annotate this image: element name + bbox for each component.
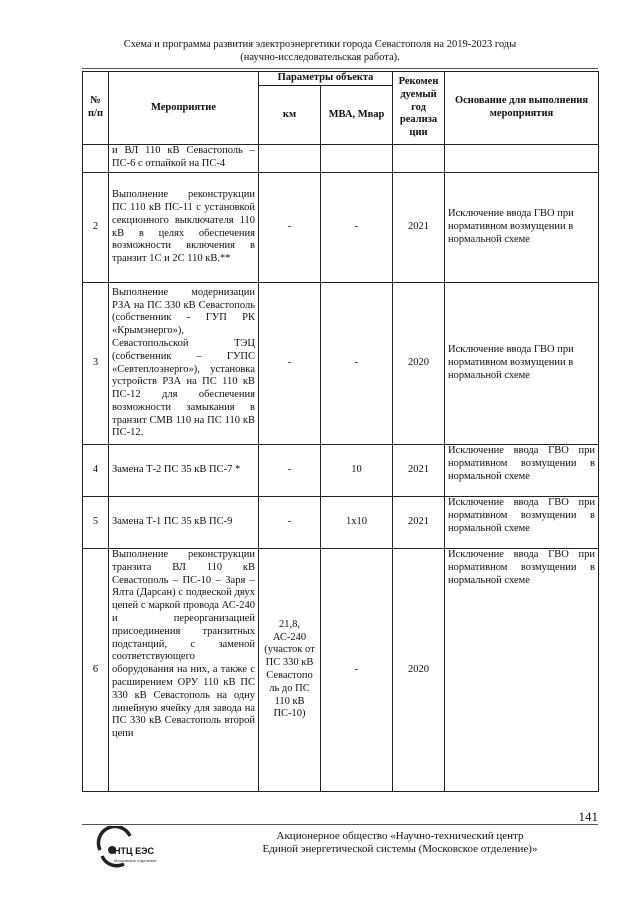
row-year: 2020: [393, 283, 445, 445]
logo-subtext: Московское отделение: [114, 858, 157, 863]
row-mva: 1х10: [321, 497, 393, 549]
col-km-header: км: [259, 86, 321, 145]
row-year: 2020: [393, 549, 445, 792]
row-year: 2021: [393, 497, 445, 549]
events-table: [82, 71, 599, 792]
row-basis: [445, 145, 599, 173]
table-row: [83, 445, 599, 497]
row-event: Выполнение реконструкции ПС 110 кВ ПС-11 с установкой секционного выключателя 110 кВ в целях обеспечения возможности включения в транзит 1С и 2С 110 кВ.**: [109, 173, 259, 283]
header-line-2: (научно-исследовательская работа).: [240, 52, 400, 63]
header-line-1: Схема и программа развития электроэнергетики города Севастополя на 2019-2023 годы: [123, 39, 517, 50]
row-basis: Исключение ввода ГВО при нормативном возмущении в нормальной схеме: [445, 173, 599, 283]
row-event: Выполнение реконструкции транзита ВЛ 110 кВ Севастополь – ПС-10 – Заря – Ялта (Дарсан) с подвеской двух цепей с маркой провода АС-240 и переорганизацией присоединения транзитных подстанций, с заменой соответствующего оборудования на них, а также с расширением ОРУ 110 кВ ПС 330 кВ Севастополь на одну линейную ячейку для завода на ПС 330 кВ Севастополь второй цепи: [109, 549, 259, 792]
col-event-header: Мероприятие: [109, 72, 259, 145]
table-row: [83, 173, 599, 283]
page-number: 141: [578, 809, 598, 824]
header-rule: [82, 68, 598, 69]
row-num: 6: [83, 549, 109, 792]
col-year-header: Рекомен дуемый год реализа ции: [393, 72, 445, 145]
row-year: 2021: [393, 445, 445, 497]
row-km: -: [259, 497, 321, 549]
logo-text: НТЦ ЕЭС: [114, 846, 154, 856]
col-basis-header: Основание для выполнения мероприятия: [445, 72, 599, 145]
row-mva: -: [321, 549, 393, 792]
row-km: -: [259, 283, 321, 445]
row-basis: Исключение ввода ГВО при нормативном возмущении в нормальной схеме: [445, 445, 599, 497]
row-mva: 10: [321, 445, 393, 497]
page-footer: [200, 830, 600, 856]
ntc-ees-logo-icon: [90, 826, 160, 870]
row-event: Замена Т-1 ПС 35 кВ ПС-9: [109, 497, 259, 549]
footer-line-2: Единой энергетической системы (Московское отделение)»: [262, 843, 538, 855]
page-header: [0, 38, 640, 64]
col-params-header: Параметры объекта: [259, 72, 393, 86]
row-year: 2021: [393, 173, 445, 283]
table-row: [83, 549, 599, 792]
row-basis: Исключение ввода ГВО при нормативном возмущении в нормальной схеме: [445, 497, 599, 549]
footer-rule: [82, 824, 598, 825]
row-event: и ВЛ 110 кВ Севастополь – ПС-6 с отпайкой на ПС-4: [109, 145, 259, 173]
row-num: 5: [83, 497, 109, 549]
row-year: [393, 145, 445, 173]
row-km: -: [259, 445, 321, 497]
row-mva: -: [321, 173, 393, 283]
table-row: [83, 283, 599, 445]
row-basis: Исключение ввода ГВО при нормативном возмущении в нормальной схеме: [445, 283, 599, 445]
row-num: 2: [83, 173, 109, 283]
table-row: [83, 497, 599, 549]
row-basis: Исключение ввода ГВО при нормативном возмущении в нормальной схеме: [445, 549, 599, 792]
row-mva: [321, 145, 393, 173]
table-row: [83, 145, 599, 173]
row-km: 21,8, АС-240 (участок от ПС 330 кВ Севастопо ль до ПС 110 кВ ПС-10): [259, 549, 321, 792]
col-num-header: № п/п: [83, 72, 109, 145]
row-mva: -: [321, 283, 393, 445]
row-km: -: [259, 173, 321, 283]
row-event: Замена Т-2 ПС 35 кВ ПС-7 *: [109, 445, 259, 497]
footer-line-1: Акционерное общество «Научно-технический центр: [276, 830, 524, 842]
row-event: Выполнение модернизации РЗА на ПС 330 кВ Севастополь (собственник - ГУП РК «Крымэнерго»), Севастопольской ТЭЦ (собственник – ГУПС «Севтеплоэнерго»), установка устройств РЗА на ПС 110 кВ ПС-12 для обеспечения возможности замыкания в транзит СМВ 110 на ПС 110 кВ ПС-12.: [109, 283, 259, 445]
row-num: 3: [83, 283, 109, 445]
row-num: [83, 145, 109, 173]
col-mva-header: МВА, Мвар: [321, 86, 393, 145]
row-km: [259, 145, 321, 173]
row-num: 4: [83, 445, 109, 497]
